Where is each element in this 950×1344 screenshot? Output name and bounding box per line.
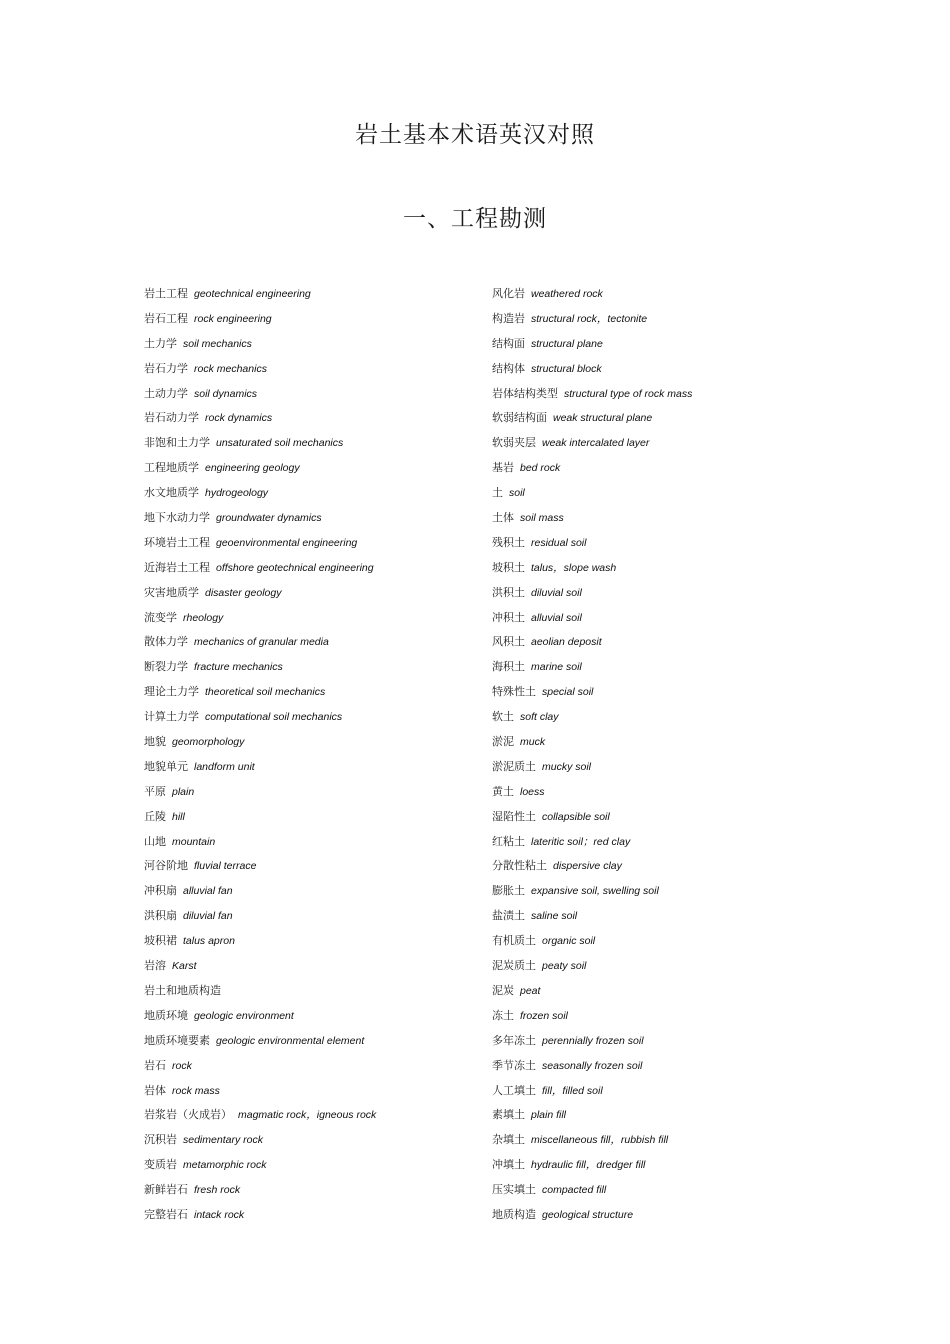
- glossary-entry: [492, 830, 822, 855]
- term-chinese: 坡积土: [492, 560, 525, 574]
- term-english: seasonally frozen soil: [542, 1059, 643, 1072]
- glossary-entry: [492, 1128, 822, 1153]
- term-chinese: 人工填土: [492, 1083, 536, 1097]
- glossary-entry: [144, 979, 474, 1004]
- term-chinese: 软土: [492, 710, 514, 724]
- term-chinese: 地下水动力学: [144, 511, 210, 525]
- glossary-entry: [492, 954, 822, 979]
- term-english: structural plane: [531, 337, 603, 350]
- glossary-entry: [492, 581, 822, 606]
- glossary-entry: [492, 1153, 822, 1178]
- term-english: talus，slope wash: [531, 561, 617, 574]
- glossary-entry: [492, 332, 822, 357]
- glossary-entry: [144, 357, 474, 382]
- glossary-entry: [492, 357, 822, 382]
- term-chinese: 岩石工程: [144, 311, 188, 325]
- glossary-entry: [492, 282, 822, 307]
- term-english: hydrogeology: [205, 487, 269, 500]
- term-chinese: 淤泥质土: [492, 759, 536, 773]
- term-english: structural rock，tectonite: [531, 312, 648, 325]
- term-chinese: 膨胀土: [492, 884, 525, 898]
- term-english: hill: [172, 810, 185, 823]
- glossary-entry: [144, 1054, 474, 1079]
- glossary-entry: [144, 1203, 474, 1228]
- term-chinese: 构造岩: [492, 311, 525, 325]
- glossary-entry: [144, 307, 474, 332]
- term-chinese: 岩石动力学: [144, 411, 199, 425]
- term-english: diluvial soil: [531, 586, 582, 599]
- term-english: rheology: [183, 611, 224, 624]
- section-title: 一、工程勘测: [403, 206, 547, 232]
- term-english: geomorphology: [172, 736, 245, 749]
- term-english: plain: [172, 785, 195, 798]
- glossary-entry: [144, 1004, 474, 1029]
- glossary-entry: [144, 805, 474, 830]
- glossary-entry: [492, 1203, 822, 1228]
- term-chinese: 多年冻土: [492, 1033, 536, 1047]
- term-chinese: 压实填土: [492, 1183, 536, 1197]
- term-chinese: 淤泥: [492, 735, 514, 749]
- term-chinese: 岩体: [144, 1083, 166, 1097]
- term-english: rock mass: [172, 1084, 220, 1097]
- glossary-entry: [492, 481, 822, 506]
- glossary-entry: [492, 854, 822, 879]
- term-english: engineering geology: [205, 462, 300, 475]
- term-chinese: 山地: [144, 834, 166, 848]
- term-english: weak structural plane: [553, 412, 653, 425]
- term-english: fresh rock: [194, 1184, 241, 1197]
- glossary-entry: [144, 630, 474, 655]
- term-english: Karst: [172, 960, 197, 973]
- glossary-entry: [492, 680, 822, 705]
- term-chinese: 变质岩: [144, 1158, 177, 1172]
- term-chinese: 红粘土: [492, 834, 525, 848]
- term-english: rock mechanics: [194, 362, 267, 375]
- term-chinese: 地貌: [144, 735, 166, 749]
- glossary-entry: [492, 730, 822, 755]
- term-english: weak intercalated layer: [542, 437, 650, 450]
- term-english: peat: [520, 984, 541, 997]
- term-english: alluvial soil: [531, 611, 582, 624]
- term-english: fluvial terrace: [194, 860, 257, 873]
- term-chinese: 湿陷性土: [492, 809, 536, 823]
- term-chinese: 黄土: [492, 784, 514, 798]
- term-chinese: 泥炭: [492, 983, 514, 997]
- glossary-entry: [492, 705, 822, 730]
- glossary-entry: [144, 1029, 474, 1054]
- term-english: rock: [172, 1059, 192, 1072]
- glossary-entry: [492, 879, 822, 904]
- term-english: theoretical soil mechanics: [205, 686, 326, 699]
- term-english: landform unit: [194, 760, 255, 773]
- glossary-entry: [144, 1103, 474, 1128]
- glossary-entry: [144, 456, 474, 481]
- term-english: geoenvironmental engineering: [216, 536, 358, 549]
- term-chinese: 洪积土: [492, 585, 525, 599]
- term-chinese: 散体力学: [144, 635, 188, 649]
- term-chinese: 断裂力学: [144, 660, 188, 674]
- glossary-entry: [492, 606, 822, 631]
- term-english: miscellaneous fill，rubbish fill: [531, 1134, 669, 1147]
- term-english: perennially frozen soil: [542, 1034, 644, 1047]
- glossary-entry: [492, 307, 822, 332]
- glossary-entry: [492, 1029, 822, 1054]
- term-chinese: 洪积扇: [144, 909, 177, 923]
- term-chinese: 理论土力学: [144, 685, 199, 699]
- term-english: expansive soil, swelling soil: [531, 885, 659, 898]
- glossary-entry: [144, 506, 474, 531]
- term-english: rock engineering: [194, 312, 272, 325]
- glossary-entry: [144, 879, 474, 904]
- term-english: soil dynamics: [194, 387, 258, 400]
- glossary-entry: [144, 581, 474, 606]
- term-chinese: 盐渍土: [492, 909, 525, 923]
- term-english: weathered rock: [531, 288, 603, 300]
- glossary-entry: [492, 1004, 822, 1029]
- glossary-entry: [492, 406, 822, 431]
- glossary-entry: [492, 630, 822, 655]
- glossary-entry: [144, 904, 474, 929]
- term-english: residual soil: [531, 536, 587, 549]
- term-chinese: 基岩: [492, 461, 514, 475]
- term-chinese: 有机质土: [492, 934, 536, 948]
- glossary-entry: [492, 655, 822, 680]
- term-chinese: 特殊性土: [492, 685, 536, 699]
- term-chinese: 环境岩土工程: [144, 535, 210, 549]
- term-chinese: 海积土: [492, 660, 525, 674]
- term-chinese: 计算土力学: [144, 710, 199, 724]
- glossary-entry: [144, 382, 474, 407]
- term-chinese: 泥炭质土: [492, 959, 536, 973]
- term-english: disaster geology: [205, 586, 282, 599]
- term-chinese: 岩溶: [144, 959, 166, 973]
- glossary-entry: [144, 1079, 474, 1104]
- term-english: rock dynamics: [205, 412, 273, 425]
- glossary-entry: [144, 780, 474, 805]
- glossary-entry: [492, 904, 822, 929]
- term-english: unsaturated soil mechanics: [216, 437, 344, 450]
- term-chinese: 软弱夹层: [492, 436, 536, 450]
- term-english: computational soil mechanics: [205, 711, 343, 724]
- glossary-entry: [492, 979, 822, 1004]
- term-chinese: 残积土: [492, 535, 525, 549]
- glossary-entry: [144, 854, 474, 879]
- term-chinese: 岩浆岩（火成岩）: [144, 1108, 232, 1122]
- term-chinese: 分散性粘土: [492, 859, 547, 873]
- glossary-entry: [492, 556, 822, 581]
- glossary-entry: [144, 655, 474, 680]
- term-english: soil: [509, 487, 525, 500]
- term-english: magmatic rock，igneous rock: [238, 1109, 377, 1122]
- glossary-entry: [144, 929, 474, 954]
- term-chinese: 软弱结构面: [492, 411, 547, 425]
- glossary-entry: [492, 929, 822, 954]
- term-english: special soil: [542, 686, 594, 699]
- term-chinese: 季节冻土: [492, 1058, 536, 1072]
- glossary-entry: [492, 531, 822, 556]
- term-english: organic soil: [542, 935, 596, 948]
- glossary-entry: [492, 1079, 822, 1104]
- term-chinese: 灾害地质学: [144, 585, 199, 599]
- term-english: metamorphic rock: [183, 1159, 267, 1172]
- term-chinese: 土动力学: [144, 386, 188, 400]
- glossary-entry: [492, 382, 822, 407]
- term-english: mechanics of granular media: [194, 636, 329, 649]
- term-english: muck: [520, 736, 546, 749]
- term-chinese: 岩土和地质构造: [144, 983, 221, 997]
- term-english: marine soil: [531, 661, 582, 674]
- term-chinese: 杂填土: [492, 1133, 525, 1147]
- term-chinese: 冲填土: [492, 1158, 525, 1172]
- glossary-entry: [144, 830, 474, 855]
- term-chinese: 土力学: [144, 336, 177, 350]
- glossary-entry: [144, 1153, 474, 1178]
- term-english: mountain: [172, 835, 216, 848]
- glossary-entry: [144, 556, 474, 581]
- glossary-entry: [492, 431, 822, 456]
- glossary-entry: [492, 1054, 822, 1079]
- term-english: structural type of rock mass: [564, 387, 693, 400]
- glossary-entry: [492, 506, 822, 531]
- glossary-entry: [144, 481, 474, 506]
- term-english: hydraulic fill，dredger fill: [531, 1159, 646, 1172]
- term-english: groundwater dynamics: [216, 512, 322, 525]
- term-english: structural block: [531, 362, 602, 375]
- term-english: intack rock: [194, 1208, 245, 1221]
- term-english: sedimentary rock: [183, 1134, 263, 1147]
- term-english: fracture mechanics: [194, 661, 283, 674]
- glossary-entry: [144, 1128, 474, 1153]
- term-chinese: 岩石力学: [144, 361, 188, 375]
- term-english: soil mechanics: [183, 337, 252, 350]
- glossary-entry: [144, 705, 474, 730]
- term-chinese: 工程地质学: [144, 461, 199, 475]
- term-chinese: 沉积岩: [144, 1133, 177, 1147]
- term-chinese: 地质环境: [144, 1008, 188, 1022]
- term-english: diluvial fan: [183, 910, 233, 923]
- term-chinese: 坡积裙: [144, 934, 177, 948]
- term-chinese: 土: [492, 486, 503, 500]
- term-chinese: 地貌单元: [144, 759, 188, 773]
- term-english: collapsible soil: [542, 810, 610, 823]
- term-chinese: 地质环境要素: [144, 1033, 210, 1047]
- term-english: geologic environmental element: [216, 1034, 365, 1047]
- term-english: offshore geotechnical engineering: [216, 561, 374, 574]
- term-english: saline soil: [531, 910, 578, 923]
- term-chinese: 流变学: [144, 610, 177, 624]
- glossary-entry: [492, 456, 822, 481]
- term-chinese: 河谷阶地: [144, 859, 188, 873]
- glossary-entry: [144, 730, 474, 755]
- term-chinese: 岩石: [144, 1058, 166, 1072]
- glossary-entry: [492, 780, 822, 805]
- term-english: geotechnical engineering: [194, 288, 311, 300]
- term-english: soft clay: [520, 711, 559, 724]
- term-chinese: 近海岩土工程: [144, 560, 210, 574]
- term-chinese: 岩土工程: [144, 287, 188, 300]
- term-chinese: 水文地质学: [144, 486, 199, 500]
- term-chinese: 风积土: [492, 635, 525, 649]
- term-english: talus apron: [183, 935, 235, 948]
- term-english: frozen soil: [520, 1009, 568, 1022]
- term-english: dispersive clay: [553, 860, 622, 873]
- glossary-entry: [144, 1178, 474, 1203]
- term-chinese: 结构面: [492, 336, 525, 350]
- term-chinese: 岩体结构类型: [492, 386, 558, 400]
- term-english: bed rock: [520, 462, 561, 475]
- term-english: aeolian deposit: [531, 636, 602, 649]
- glossary-entry: [144, 954, 474, 979]
- term-english: geological structure: [542, 1208, 634, 1221]
- glossary-entry: [144, 282, 474, 307]
- glossary-entry: [144, 431, 474, 456]
- glossary-entry: [144, 755, 474, 780]
- term-chinese: 新鲜岩石: [144, 1183, 188, 1197]
- glossary-entry: [492, 805, 822, 830]
- term-english: lateritic soil；red clay: [531, 835, 631, 848]
- glossary-entry: [144, 406, 474, 431]
- term-english: loess: [520, 785, 545, 798]
- term-english: soil mass: [520, 512, 564, 525]
- term-chinese: 地质构造: [492, 1207, 536, 1221]
- term-chinese: 丘陵: [144, 809, 166, 823]
- term-chinese: 素填土: [492, 1108, 525, 1122]
- term-chinese: 土体: [492, 511, 514, 525]
- term-english: geologic environment: [194, 1009, 294, 1022]
- term-chinese: 冲积扇: [144, 884, 177, 898]
- glossary-column-left: [144, 282, 474, 1228]
- glossary-entry: [492, 1103, 822, 1128]
- term-english: plain fill: [531, 1109, 567, 1122]
- term-chinese: 结构体: [492, 361, 525, 375]
- term-chinese: 风化岩: [492, 287, 525, 300]
- glossary-entry: [144, 680, 474, 705]
- document-title: 岩土基本术语英汉对照: [355, 122, 595, 148]
- term-chinese: 冻土: [492, 1008, 514, 1022]
- term-chinese: 冲积土: [492, 610, 525, 624]
- term-english: fill，filled soil: [542, 1084, 603, 1097]
- term-english: peaty soil: [542, 960, 587, 973]
- term-english: mucky soil: [542, 760, 592, 773]
- glossary-entry: [144, 332, 474, 357]
- glossary-entry: [492, 1178, 822, 1203]
- glossary-entry: [492, 755, 822, 780]
- glossary-entry: [144, 606, 474, 631]
- glossary-entry: [144, 531, 474, 556]
- term-chinese: 完整岩石: [144, 1207, 188, 1221]
- term-english: compacted fill: [542, 1184, 607, 1197]
- term-chinese: 平原: [144, 784, 166, 798]
- term-english: alluvial fan: [183, 885, 233, 898]
- term-chinese: 非饱和土力学: [144, 436, 210, 450]
- glossary-column-right: [492, 282, 822, 1228]
